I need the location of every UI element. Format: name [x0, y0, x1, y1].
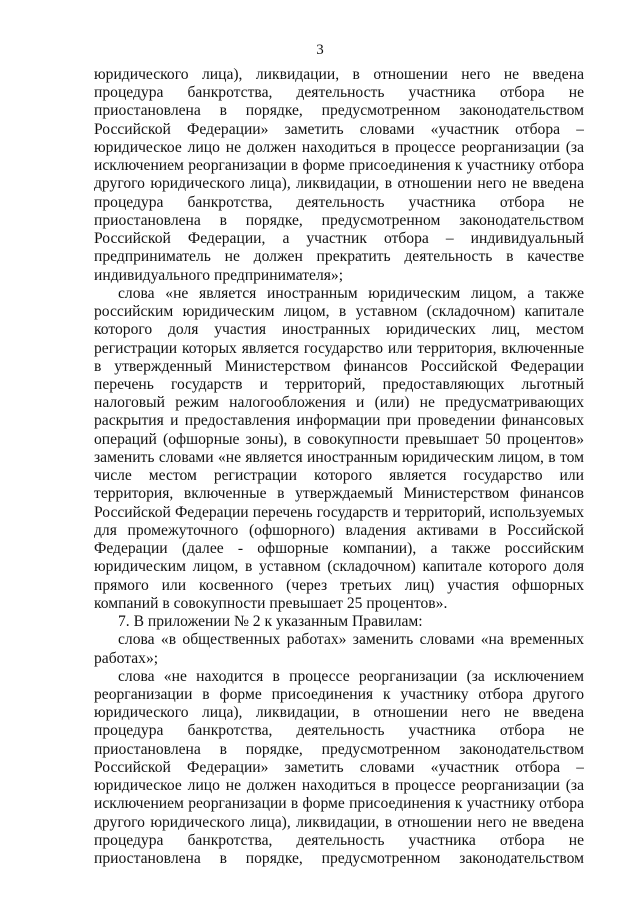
text-line: компаний в совокупности превышает 25 процентов».: [94, 594, 448, 612]
document-body: [94, 66, 584, 868]
text-line: операций (офшорные зоны), в совокупности превышает 50 процентов»: [94, 430, 584, 448]
text-line: прямого или косвенного (через третьих лиц) участия офшорных: [94, 576, 584, 594]
text-line: реорганизации в форме присоединения к участнику отбора другого: [94, 685, 584, 703]
text-line: российским юридическим лицом, в уставном (складочном) капитале: [94, 303, 584, 321]
text-line: другого юридического лица), ликвидации, в отношении него не введена: [94, 813, 584, 831]
text-line: Российской Федерации» заметить словами «участник отбора –: [94, 120, 584, 138]
text-line: юридического лица), ликвидации, в отношении него не введена: [94, 704, 584, 722]
text-line: процедура банкротства, деятельность участника отбора не: [94, 84, 584, 102]
page-number: 3: [316, 42, 324, 58]
text-line: слова «не является иностранным юридическим лицом, а также: [118, 284, 584, 302]
text-line: приостановлена в порядке, предусмотренном законодательством: [94, 740, 584, 758]
text-line: индивидуального предпринимателя»;: [94, 266, 344, 284]
text-line: другого юридического лица), ликвидации, в отношении него не введена: [94, 175, 584, 193]
text-line: работах»;: [94, 649, 159, 667]
text-line: раскрытия и предоставления информации при проведении финансовых: [94, 412, 584, 430]
text-line: Российской Федерации, а участник отбора – индивидуальный: [94, 230, 584, 248]
text-line: заменить словами «не является иностранным юридическим лицом, в том: [94, 448, 584, 466]
text-line: приостановлена в порядке, предусмотренном законодательством: [94, 850, 584, 868]
text-line: в утвержденный Министерством финансов Российской Федерации: [94, 357, 584, 375]
text-line: юридическое лицо не должен находиться в процессе реорганизации (за: [94, 138, 584, 156]
text-line: приостановлена в порядке, предусмотренном законодательством: [94, 102, 584, 120]
text-line: приостановлена в порядке, предусмотренном законодательством: [94, 211, 584, 229]
text-line: перечень государств и территорий, предоставляющих льготный: [94, 375, 584, 393]
text-line: юридическим лицом, в уставном (складочном) капитале которого доля: [94, 558, 584, 576]
text-line: исключением реорганизации в форме присоединения к участнику отбора: [94, 795, 584, 813]
text-line: исключением реорганизации в форме присоединения к участнику отбора: [94, 157, 584, 175]
text-line: слова «в общественных работах» заменить словами «на временных: [118, 631, 584, 649]
text-line: налоговый режим налогообложения и (или) не предусматривающих: [94, 394, 584, 412]
text-line: процедура банкротства, деятельность участника отбора не: [94, 193, 584, 211]
text-line: слова «не находится в процессе реорганизации (за исключением: [118, 667, 584, 685]
text-line: процедура банкротства, деятельность участника отбора не: [94, 722, 584, 740]
text-line: Российской Федерации» заметить словами «участник отбора –: [94, 758, 584, 776]
text-line: Федерации (далее - офшорные компании), а также российским: [94, 540, 584, 558]
text-line: Российской Федерации перечень государств и территорий, используемых: [94, 503, 584, 521]
text-line: предприниматель не должен прекратить деятельность в качестве: [94, 248, 584, 266]
text-line: 7. В приложении № 2 к указанным Правилам:: [118, 613, 423, 631]
text-line: числе местом регистрации которого является государство или: [94, 467, 584, 485]
text-line: регистрации которых является государство или территория, включенные: [94, 339, 584, 357]
text-line: территория, включенные в утверждаемый Министерством финансов: [94, 485, 584, 503]
text-line: для промежуточного (офшорного) владения активами в Российской: [94, 521, 584, 539]
text-line: юридического лица), ликвидации, в отношении него не введена: [94, 66, 584, 83]
text-line: юридическое лицо не должен находиться в процессе реорганизации (за: [94, 777, 584, 795]
text-line: которого доля участия иностранных юридических лиц, местом: [94, 321, 584, 339]
text-line: процедура банкротства, деятельность участника отбора не: [94, 831, 584, 849]
